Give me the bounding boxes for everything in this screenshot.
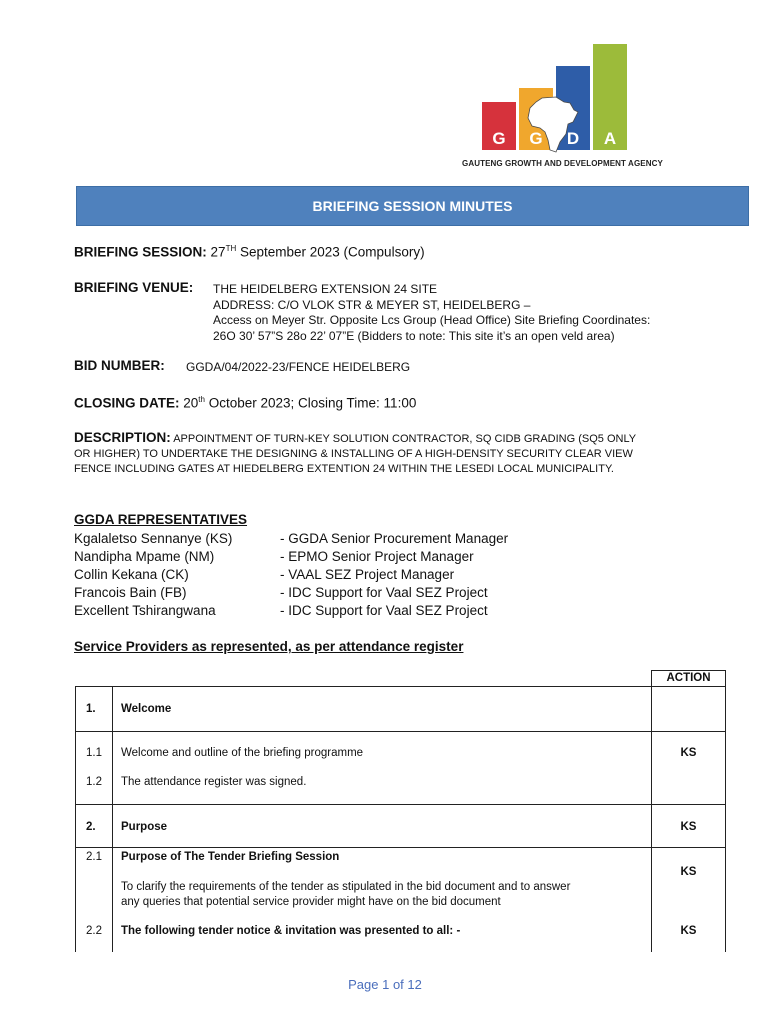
rep-role: - VAAL SEZ Project Manager xyxy=(280,567,455,582)
row-number: 2.1 xyxy=(86,851,102,863)
briefing-session-label: BRIEFING SESSION: xyxy=(74,244,207,260)
closing-date-day: 20 xyxy=(183,395,199,411)
representatives-heading: GGDA REPRESENTATIVES xyxy=(74,512,248,527)
bid-number-label: BID NUMBER: xyxy=(74,358,165,373)
row-title: Purpose of The Tender Briefing Session xyxy=(121,851,340,863)
briefing-session-rest: September 2023 (Compulsory) xyxy=(236,244,425,260)
row-number: 1.1 xyxy=(86,747,102,759)
briefing-venue-label: BRIEFING VENUE: xyxy=(74,280,194,295)
briefing-session-line xyxy=(74,244,425,260)
description-label: DESCRIPTION: xyxy=(74,430,171,445)
table-rule xyxy=(75,686,726,687)
venue-line-1: THE HEIDELBERG EXTENSION 24 SITE xyxy=(213,282,438,296)
logo-letter-g2: G xyxy=(529,129,543,148)
logo-caption: GAUTENG GROWTH AND DEVELOPMENT AGENCY xyxy=(462,159,663,168)
row-title: Welcome xyxy=(121,703,172,715)
briefing-session-day: 27 xyxy=(210,244,226,260)
page-number: Page 1 of 12 xyxy=(348,977,422,992)
table-rule xyxy=(75,847,726,848)
venue-line-4: 26O 30’ 57”S 28o 22’ 07”E (Bidders to note: This site it’s an open veld area) xyxy=(213,328,615,343)
venue-line-2: ADDRESS: C/O VLOK STR & MEYER ST, HEIDELBERG – xyxy=(213,297,531,312)
row-text: Welcome and outline of the briefing programme xyxy=(121,747,364,759)
title-banner: BRIEFING SESSION MINUTES xyxy=(76,186,749,226)
closing-date-sup: th xyxy=(198,395,205,404)
rep-role: - EPMO Senior Project Manager xyxy=(280,549,474,564)
action-header: ACTION xyxy=(666,672,711,684)
row-number: 1. xyxy=(86,703,96,715)
rep-name: Excellent Tshirangwana xyxy=(74,603,216,618)
table-rule xyxy=(75,804,726,805)
rep-role: - IDC Support for Vaal SEZ Project xyxy=(280,603,488,618)
row-action: KS xyxy=(680,866,697,878)
row-title: The following tender notice & invitation was presented to all: - xyxy=(121,925,461,937)
description-line-1: APPOINTMENT OF TURN-KEY SOLUTION CONTRACTOR, SQ CIDB GRADING (SQ5 ONLY xyxy=(173,433,637,445)
rep-role: - GGDA Senior Procurement Manager xyxy=(280,531,509,546)
table-rule xyxy=(75,686,76,952)
row-number: 2.2 xyxy=(86,925,102,937)
venue-line-3: Access on Meyer Str. Opposite Lcs Group (Head Office) Site Briefing Coordinates: xyxy=(213,313,651,327)
closing-date-rest: October 2023; Closing Time: 11:00 xyxy=(204,395,417,411)
table-rule xyxy=(651,670,726,671)
briefing-venue-block xyxy=(213,282,650,344)
rep-role: - IDC Support for Vaal SEZ Project xyxy=(280,585,488,600)
agenda-table xyxy=(75,670,726,952)
description-line-3: FENCE INCLUDING GATES AT HIEDELBERG EXTENTION 24 WITHIN THE LESEDI LOCAL MUNICIPALITY. xyxy=(74,463,614,475)
table-rule xyxy=(112,686,113,952)
description-line-2: OR HIGHER) TO UNDERTAKE THE DESIGNING & INSTALLING OF A HIGH-DENSITY SECURITY CLEAR VIEW xyxy=(74,448,633,460)
row-action: KS xyxy=(680,747,697,759)
logo-letter-g1: G xyxy=(492,129,506,148)
closing-date-label: CLOSING DATE: xyxy=(74,395,180,411)
rep-name: Collin Kekana (CK) xyxy=(74,567,189,582)
table-rule xyxy=(651,670,652,952)
row-text: The attendance register was signed. xyxy=(121,776,307,788)
table-rule xyxy=(75,731,726,732)
ggda-logo xyxy=(462,42,672,170)
table-rule xyxy=(725,670,726,952)
row-number: 2. xyxy=(86,821,96,833)
row-text: any queries that potential service provider might have on the bid document xyxy=(121,896,501,908)
row-number: 1.2 xyxy=(86,776,102,788)
row-action: KS xyxy=(680,925,697,937)
briefing-session-sup: TH xyxy=(225,244,237,253)
rep-name: Kgalaletso Sennanye (KS) xyxy=(74,531,233,546)
row-title: Purpose xyxy=(121,821,168,833)
row-text: To clarify the requirements of the tender as stipulated in the bid document and to answer xyxy=(121,881,571,893)
service-providers-heading: Service Providers as represented, as per attendance register xyxy=(74,639,464,654)
closing-date-line xyxy=(74,395,416,411)
logo-letter-d: D xyxy=(566,129,580,148)
row-action: KS xyxy=(680,821,697,833)
rep-name: Nandipha Mpame (NM) xyxy=(74,549,215,564)
logo-letter-a: A xyxy=(603,129,617,148)
rep-name: Francois Bain (FB) xyxy=(74,585,187,600)
description-block xyxy=(74,430,734,477)
bid-number-value: GGDA/04/2022-23/FENCE HEIDELBERG xyxy=(186,360,411,374)
